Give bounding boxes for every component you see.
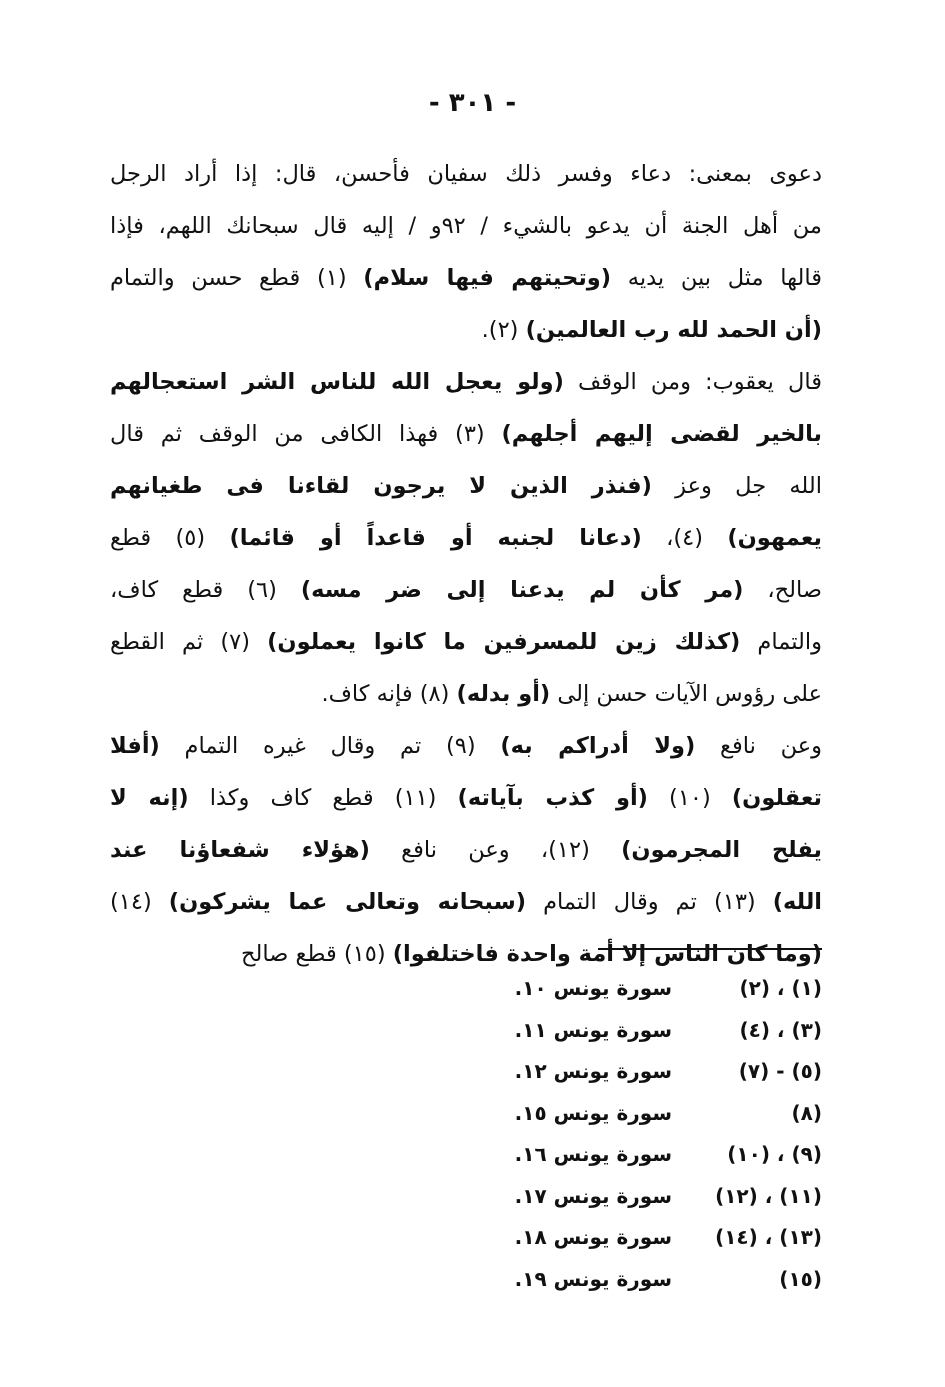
quran-verse: (وما كان الناس إلا أمة واحدة فاختلفوا) bbox=[392, 941, 822, 967]
footnote-source: سورة يونس ١٥. bbox=[514, 1100, 672, 1125]
text-segment: (٢). bbox=[481, 317, 526, 343]
footnote-item bbox=[470, 1217, 822, 1259]
text-segment: (١٣) تم وقال التمام bbox=[526, 889, 773, 915]
text-segment: (١٤) bbox=[110, 889, 169, 915]
quran-verse: (إنه لا bbox=[110, 785, 189, 811]
footnote-item bbox=[470, 1134, 822, 1176]
text-line bbox=[110, 512, 822, 564]
text-segment: (٨) فإنه كاف. bbox=[321, 681, 457, 707]
quran-verse: (كذلك زين للمسرفين ما كانوا يعملون) bbox=[267, 629, 741, 655]
text-line bbox=[110, 720, 822, 772]
text-line bbox=[110, 824, 822, 876]
text-segment: الله جل وعز bbox=[651, 473, 822, 499]
quran-verse: (مر كأن لم يدعنا إلى ضر مسه) bbox=[300, 577, 744, 603]
footnote-source: سورة يونس ١٧. bbox=[514, 1183, 672, 1208]
footnote-source: سورة يونس ١٢. bbox=[514, 1059, 672, 1083]
quran-verse: (أفلا bbox=[110, 733, 160, 759]
text-line bbox=[110, 460, 822, 512]
text-segment: (١٢)، وعن نافع bbox=[369, 837, 622, 863]
quran-verse: الله) bbox=[772, 889, 822, 915]
quran-verse: بالخير لقضى إليهم أجلهم) bbox=[501, 421, 822, 447]
quran-verse: (سبحانه وتعالى عما يشركون) bbox=[168, 889, 527, 915]
text-line bbox=[110, 564, 822, 616]
text-segment: صالح، bbox=[743, 577, 822, 603]
quran-verse: (وتحيتهم فيها سلام) bbox=[363, 265, 612, 291]
text-segment: قالها مثل بين يديه bbox=[611, 265, 822, 291]
footnote-item bbox=[470, 1010, 822, 1052]
text-segment: (٧) ثم القطع bbox=[110, 629, 268, 655]
text-line bbox=[110, 356, 822, 408]
text-segment: (٦) قطع كاف، bbox=[110, 577, 301, 603]
text-line bbox=[110, 408, 822, 460]
main-text bbox=[110, 148, 822, 980]
text-segment: (٥) قطع bbox=[110, 525, 230, 551]
quran-verse: (فنذر الذين لا يرجون لقاءنا فى طغيانهم bbox=[110, 473, 652, 499]
footnote-separator bbox=[598, 948, 822, 950]
text-segment: دعوى بمعنى: دعاء وفسر ذلك سفيان فأحسن، قال: إذا أراد الرجل bbox=[110, 161, 822, 187]
footnote-item bbox=[470, 1093, 822, 1135]
footnote-item bbox=[470, 1176, 822, 1218]
footnote-ref: (١) ، (٢) bbox=[739, 976, 822, 1000]
quran-verse: (هؤلاء شفعاؤنا عند bbox=[110, 837, 370, 863]
text-line bbox=[110, 304, 822, 356]
page-number: - ٣٠١ - bbox=[428, 88, 517, 118]
quran-verse: (ولو يعجل الله للناس الشر استعجالهم bbox=[110, 369, 564, 395]
text-segment: على رؤوس الآيات حسن إلى bbox=[550, 681, 822, 707]
text-segment: (٣) فهذا الكافى من الوقف ثم قال bbox=[110, 421, 502, 447]
footnote-item bbox=[470, 968, 822, 1010]
footnote-source: سورة يونس ١١. bbox=[514, 1017, 672, 1042]
text-segment: وعن نافع bbox=[695, 733, 822, 759]
footnote-ref: (٥) - (٧) bbox=[738, 1059, 822, 1083]
text-segment: (٤)، bbox=[641, 525, 728, 551]
footnote-ref: (١٥) bbox=[779, 1266, 822, 1291]
footnote-ref: (١١) ، (١٢) bbox=[715, 1183, 822, 1208]
footnote-source: سورة يونس ١٠. bbox=[514, 976, 672, 1000]
footnote-source: سورة يونس ١٦. bbox=[514, 1142, 672, 1166]
text-segment: والتمام bbox=[740, 629, 822, 655]
footnotes bbox=[470, 968, 822, 1300]
quran-verse: (أو كذب بآياته) bbox=[457, 785, 648, 811]
footnote-item bbox=[470, 1051, 822, 1093]
quran-verse: يفلح المجرمون) bbox=[621, 837, 822, 863]
text-line bbox=[110, 876, 822, 928]
text-line bbox=[110, 200, 822, 252]
footnote-source: سورة يونس ١٩. bbox=[514, 1266, 672, 1291]
text-segment: (٩) تم وقال غيره التمام bbox=[159, 733, 501, 759]
footnote-ref: (٨) bbox=[791, 1100, 822, 1125]
text-segment: من أهل الجنة أن يدعو بالشيء / ٩٢و / إليه قال سبحانك اللهم، فإذا bbox=[110, 213, 822, 239]
text-line bbox=[110, 772, 822, 824]
text-segment: قال يعقوب: ومن الوقف bbox=[563, 369, 822, 395]
text-line bbox=[110, 668, 822, 720]
footnote-ref: (٩) ، (١٠) bbox=[727, 1142, 822, 1166]
footnote-item bbox=[470, 1259, 822, 1301]
text-line bbox=[110, 252, 822, 304]
text-line bbox=[110, 616, 822, 668]
footnote-ref: (١٣) ، (١٤) bbox=[715, 1225, 822, 1249]
footnote-ref: (٣) ، (٤) bbox=[739, 1017, 822, 1042]
quran-verse: (أن الحمد لله رب العالمين) bbox=[525, 317, 822, 343]
text-segment: (١٥) قطع صالح bbox=[241, 941, 393, 967]
quran-verse: يعمهون) bbox=[727, 525, 822, 551]
footnote-source: سورة يونس ١٨. bbox=[514, 1225, 672, 1249]
text-segment: (١١) قطع كاف وكذا bbox=[188, 785, 458, 811]
quran-verse: تعقلون) bbox=[731, 785, 822, 811]
text-segment: (١) قطع حسن والتمام bbox=[110, 265, 364, 291]
text-line bbox=[110, 148, 822, 200]
quran-verse: (أو بدله) bbox=[456, 681, 551, 707]
text-segment: (١٠) bbox=[647, 785, 732, 811]
quran-verse: (دعانا لجنبه أو قاعداً أو قائما) bbox=[229, 525, 642, 551]
quran-verse: (ولا أدراكم به) bbox=[500, 733, 696, 759]
